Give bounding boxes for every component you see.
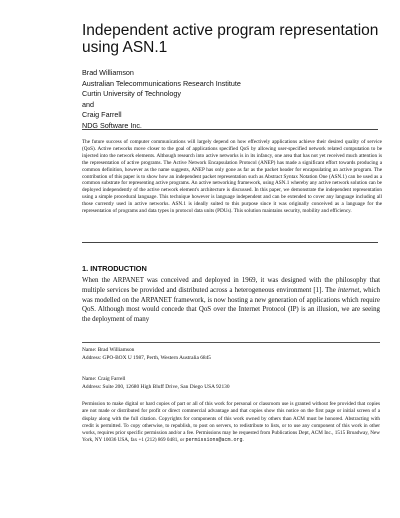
author-block	[82, 68, 382, 132]
footnote-name: Name: Brad Williamson	[82, 347, 135, 353]
permission-end: .	[242, 437, 244, 444]
introduction-paragraph	[82, 276, 380, 325]
author-affiliation: NDG Software Inc.	[82, 120, 142, 130]
author-conjunction: and	[82, 99, 94, 109]
author-footnote	[82, 376, 380, 391]
author-footnote	[82, 347, 380, 362]
author-name: Craig Farrell	[82, 110, 122, 120]
abstract-top-rule	[82, 129, 378, 130]
intro-emphasis: internet	[337, 286, 360, 294]
intro-text-part: When the ARPANET was conceived and deployed in 1969, it was designed with the philosophy that multiple services be provided and distributed across a heterogeneous environment [1]. The	[82, 277, 380, 294]
paper-title: Independent active program representation using ASN.1	[82, 22, 379, 56]
author-affiliation: Curtin University of Technology	[82, 89, 181, 99]
permission-email-link[interactable]: permissions@acm.org	[185, 437, 243, 444]
author-name: Brad Williamson	[82, 68, 134, 77]
abstract-bottom-rule	[82, 242, 378, 243]
abstract-text: The future success of computer communications will largely depend on how effectively applications achieve their desired quality of service (QoS). Active networks move closer to the goal of applications specified QoS by allowing user-specified network related computation to be injected into the network elements. Although research into active networks is in its infancy, one area that has not yet received much attention is the representation of active programs. The Active Network Encapsulation Protocol (ANEP) has made a significant effort towards producing a common definition, however as the name suggests, ANEP has only gone as far as the packet header for encapsulating an active program. The contribution of this paper is to show how an independent packet representation such as Abstract Syntax Notation One (ASN.1) can be used as a common substrate for representing active programs. An active networking framework, using ASN.1 whereby any active network solution can be deployed independently of the active network element's architecture is discussed. In this paper, we demonstrate the independent representation using a simple procedural language. This technique however is language independent and can be extended to cover any language including all those currently used in active networks. ASN.1 is ideally suited to this purpose since it was originally conceived as a language for the representation of programs and data types in protocol data units (PDUs). This solution maintains security, mobility and efficiency.	[82, 139, 382, 215]
footnote-address: Address: GPO-BOX U 1987, Perth, Western Australia 6845	[82, 354, 211, 361]
footnote-name: Name: Craig Farrell	[82, 376, 126, 382]
permission-notice	[82, 401, 380, 445]
footnote-rule	[82, 342, 380, 343]
intro-text-part: , which was modelled on the ARPANET framework, is now hosting a new generation of applications which require QoS. Although most would concede that QoS over the Internet Protocol (IP) is an illusion, we are seeing the deployment of many	[82, 286, 380, 324]
footnote-address: Address: Suite 200, 12680 High Bluff Drive, San Diego USA 92130	[82, 383, 230, 390]
section-heading: 1. INTRODUCTION	[82, 264, 147, 273]
author-affiliation: Australian Telecommunications Research Institute	[82, 78, 241, 88]
permission-text: Permission to make digital or hard copies of part or all of this work for personal or classroom use is granted without fee provided that copies are not made or distributed for profit or direct commercial advantage and that copies show this notice on the first page or initial screen of a display along with the full citation. Copyrights for components of this work owned by others than ACM must be honored. Abstracting with credit is permitted. To copy otherwise, to republish, to post on servers, to redistribute to lists, or to use any component of this work in other works, requires prior specific permission and/or a fee. Permissions may be requested from Publications Dept, ACM Inc., 1515 Broadway, New York, NY 10036 USA, fax +1 (212) 869 0481, or	[82, 401, 380, 444]
